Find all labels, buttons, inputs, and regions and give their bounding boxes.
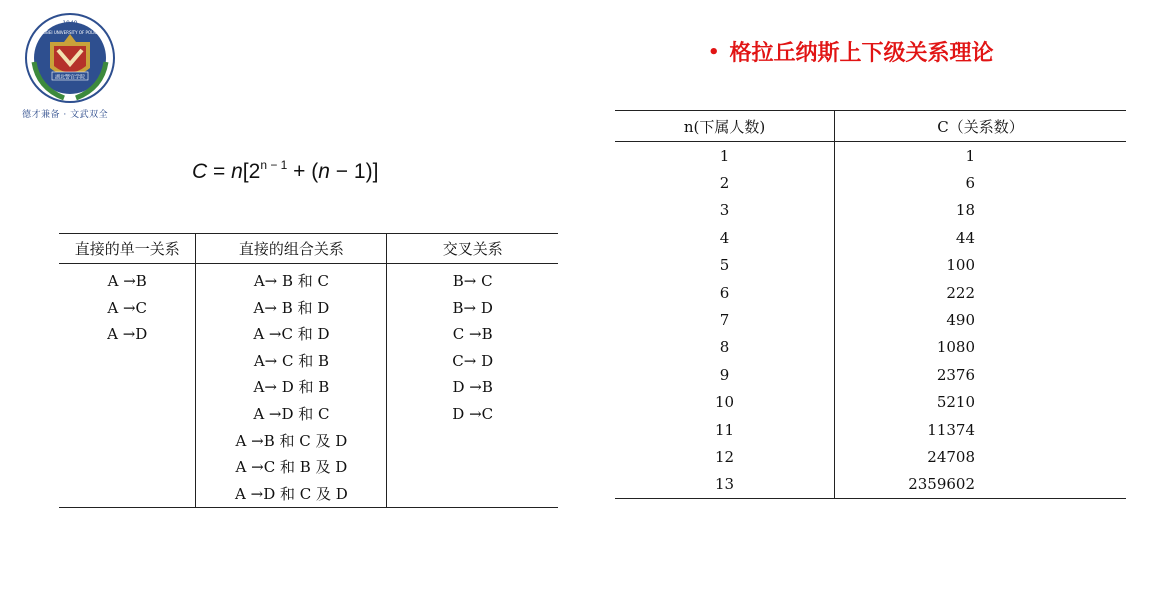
formula-open: + ( [287,160,319,183]
subordinates-cell: 5 [615,252,835,279]
table-row [615,197,1126,224]
single-relations-cell [59,264,196,508]
subordinates-cell: 11 [615,416,835,443]
combined-relations-list [196,264,386,507]
cross-relations-list [387,264,558,428]
count-header-row [615,111,1126,142]
relation-item: A→ D 和 B [253,378,330,397]
relation-item: C→ D [452,351,494,370]
relationship-count-cell: 44 [955,228,975,247]
formula-n2: n [318,160,330,183]
table-row [615,169,1126,196]
school-emblem-icon [24,12,116,104]
relation-item: A→ C 和 B [253,351,330,370]
relation-item: A →B 和 C 及 D [235,431,348,450]
relationship-count-cell: 24708 [927,447,975,466]
formula-base: [2 [242,160,261,183]
header-single-relations: 直接的单一关系 [59,234,196,264]
table-row [615,306,1126,333]
relation-item: C →B [452,325,493,344]
logo-ring-text: HUBEI UNIVERSITY OF POLICE [40,30,100,35]
bullet-icon: • [708,42,720,63]
relations-table [59,233,558,508]
relationship-count-cell: 2359602 [835,471,1127,499]
header-subordinates: n(下属人数) [615,111,835,142]
subordinates-cell: 4 [615,224,835,251]
formula-close: − 1)] [329,160,379,183]
header-cross-relations: 交叉关系 [387,234,558,264]
relation-item: A→ B 和 D [253,298,330,317]
relationship-count-cell: 11374 [927,420,975,439]
combined-relations-cell [196,264,387,508]
subordinates-cell: 12 [615,443,835,470]
relation-item: A →C 和 D [253,325,330,344]
relation-item: D →C [452,404,494,423]
subordinates-cell: 10 [615,389,835,416]
relationship-count-cell: 490 [946,311,975,330]
formula-eq: = [207,160,232,183]
table-row [615,389,1126,416]
subordinates-cell: 2 [615,169,835,196]
relation-item: A →C [107,298,148,317]
relationship-count-cell: 18 [955,201,975,220]
relationship-count-cell: 100 [946,256,975,275]
subordinates-cell: 13 [615,471,835,499]
school-logo [22,12,118,104]
relations-body-row [59,264,558,508]
subordinates-cell: 8 [615,334,835,361]
relationship-count-cell: 222 [946,283,975,302]
table-row [615,471,1126,499]
relationship-count-cell: 1080 [936,338,975,357]
logo-year: 1949 [62,20,78,27]
single-relations-list [59,264,195,348]
table-row [615,224,1126,251]
table-row [615,142,1126,170]
relation-item: A →C 和 B 及 D [235,458,348,477]
relation-item: D →B [452,378,493,397]
relation-item: A→ B 和 C [253,272,330,290]
relation-item: A →D 和 C 及 D [235,484,348,503]
relationship-count-table [615,110,1126,499]
relationship-formula [192,158,378,184]
formula-c: C [192,160,208,183]
relation-item: A →D [107,325,148,344]
relationship-count-cell: 2376 [936,365,975,384]
school-motto: 德才兼备 · 文武双全 [22,110,109,120]
relation-item: A →B [107,272,147,290]
formula-exponent: n − 1 [260,158,288,172]
relations-header-row [59,234,558,264]
table-row [615,443,1126,470]
relationship-count-cell: 1 [965,146,975,165]
relation-item: A →D 和 C [253,404,330,423]
table-row [615,361,1126,388]
header-combined-relations: 直接的组合关系 [196,234,387,264]
slide-title [708,36,994,67]
relationship-count-cell: 6 [965,174,975,193]
subordinates-cell: 9 [615,361,835,388]
subordinates-cell: 6 [615,279,835,306]
subordinates-cell: 1 [615,142,835,170]
relation-item: B→ D [452,298,493,317]
header-relationship-count: C（关系数） [835,111,1127,142]
table-row [615,279,1126,306]
subordinates-cell: 3 [615,197,835,224]
cross-relations-cell [387,264,558,508]
formula-n: n [231,160,243,183]
slide-title-text: 格拉丘纳斯上下级关系理论 [729,41,994,66]
count-table-body [615,142,1126,499]
relationship-count-cell: 5210 [936,393,975,412]
subordinates-cell: 7 [615,306,835,333]
relation-item: B→ C [452,272,493,290]
logo-center-text: 湖北警官学院 [54,74,86,81]
table-row [615,334,1126,361]
table-row [615,252,1126,279]
table-row [615,416,1126,443]
